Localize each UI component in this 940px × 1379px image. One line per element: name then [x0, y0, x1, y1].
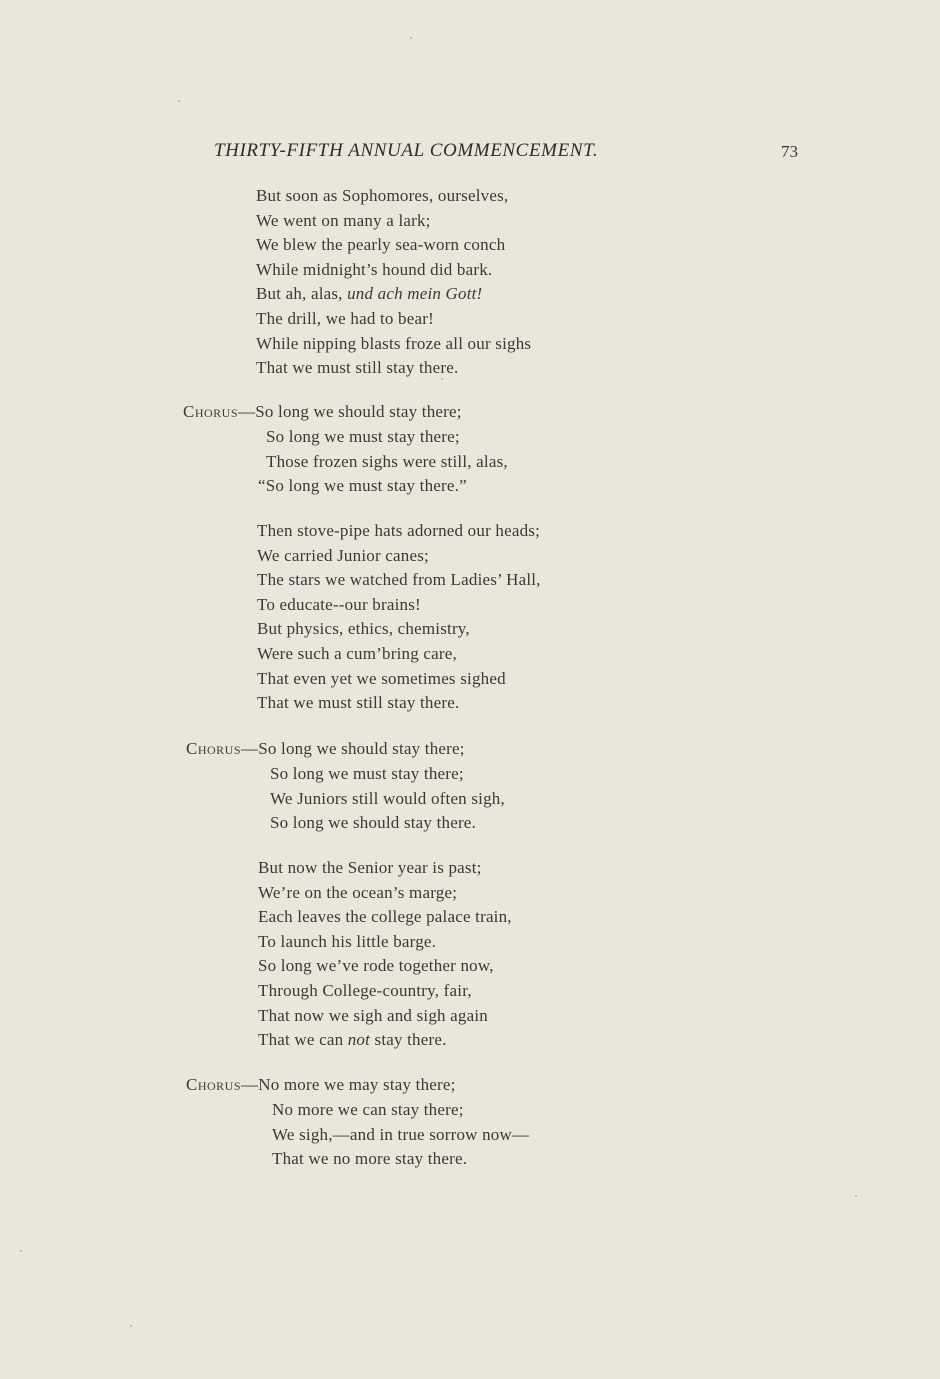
verse-text: But ah, alas,	[256, 284, 348, 304]
chorus-first-line	[186, 1075, 529, 1100]
stanza-2	[257, 521, 541, 718]
verse-line: “So long we must stay there.”	[258, 476, 467, 496]
verse-line: We sigh,—and in true sorrow now—	[272, 1124, 530, 1144]
verse-line: Then stove-pipe hats adorned our heads;	[257, 521, 541, 540]
verse-text: stay there.	[370, 1030, 447, 1050]
verse-line: Those frozen sighs were still, alas,	[266, 451, 508, 471]
chorus-2	[186, 739, 505, 838]
verse-line: We’re on the ocean’s marge;	[258, 882, 458, 902]
verse-line: The drill, we had to bear!	[256, 308, 434, 328]
chorus-3	[186, 1075, 529, 1174]
stanza-1	[256, 186, 531, 383]
chorus-label: Chorus	[186, 1075, 242, 1094]
verse-line: That we no more stay there.	[272, 1149, 468, 1169]
verse-line: That now we sigh and sigh again	[258, 1005, 488, 1025]
chorus-label: Chorus	[186, 739, 242, 758]
verse-line: So long we should stay there.	[270, 813, 476, 833]
page-number: 73	[781, 142, 798, 161]
stanza-3	[258, 858, 512, 1055]
italic-phrase: und ach mein Gott!	[347, 284, 483, 304]
verse-line: That even yet we sometimes sighed	[257, 668, 506, 688]
chorus-first-line	[183, 402, 508, 427]
paper-speck	[130, 1325, 132, 1327]
verse-text: —No more we may stay there;	[241, 1075, 456, 1094]
paper-speck	[178, 100, 180, 102]
verse-line: That we must still stay there.	[256, 358, 459, 378]
verse-line: To educate--our brains!	[257, 594, 421, 614]
verse-line: Through College-country, fair,	[258, 980, 472, 1000]
verse-line: Each leaves the college palace train,	[258, 907, 512, 927]
verse-text: —So long we should stay there;	[238, 402, 462, 421]
verse-line: That we must still stay there.	[257, 693, 460, 713]
verse-text: —So long we should stay there;	[241, 739, 465, 758]
verse-text: That we can	[258, 1030, 348, 1050]
verse-line: But physics, ethics, chemistry,	[257, 619, 470, 639]
verse-line: So long we must stay there;	[270, 763, 464, 783]
verse-line: To launch his little barge.	[258, 931, 437, 951]
verse-line	[256, 284, 531, 309]
chorus-1	[183, 402, 508, 501]
page-header	[0, 140, 940, 166]
running-title: THIRTY-FIFTH ANNUAL COMMENCEMENT.	[214, 140, 599, 161]
verse-line: While nipping blasts froze all our sighs	[256, 333, 532, 353]
verse-line: So long we must stay there;	[266, 426, 460, 446]
paper-speck	[855, 1195, 857, 1197]
paper-speck	[441, 378, 443, 380]
chorus-first-line	[186, 739, 505, 764]
verse-line: But soon as Sophomores, ourselves,	[256, 186, 509, 205]
verse-line: Were such a cum’bring care,	[257, 643, 457, 663]
verse-line: The stars we watched from Ladies’ Hall,	[257, 570, 541, 590]
verse-line: We went on many a lark;	[256, 210, 431, 230]
verse-line	[258, 1030, 512, 1055]
verse-line: So long we’ve rode together now,	[258, 956, 494, 976]
chorus-label: Chorus	[183, 402, 239, 421]
paper-speck	[410, 37, 412, 39]
verse-line: We blew the pearly sea-worn conch	[256, 235, 506, 255]
verse-line: We carried Junior canes;	[257, 545, 429, 565]
verse-line: No more we can stay there;	[272, 1099, 464, 1119]
verse-line: We Juniors still would often sigh,	[270, 788, 505, 808]
verse-line: While midnight’s hound did bark.	[256, 259, 493, 279]
italic-word: not	[347, 1030, 371, 1050]
verse-line: But now the Senior year is past;	[258, 858, 482, 877]
paper-speck	[20, 1250, 22, 1252]
